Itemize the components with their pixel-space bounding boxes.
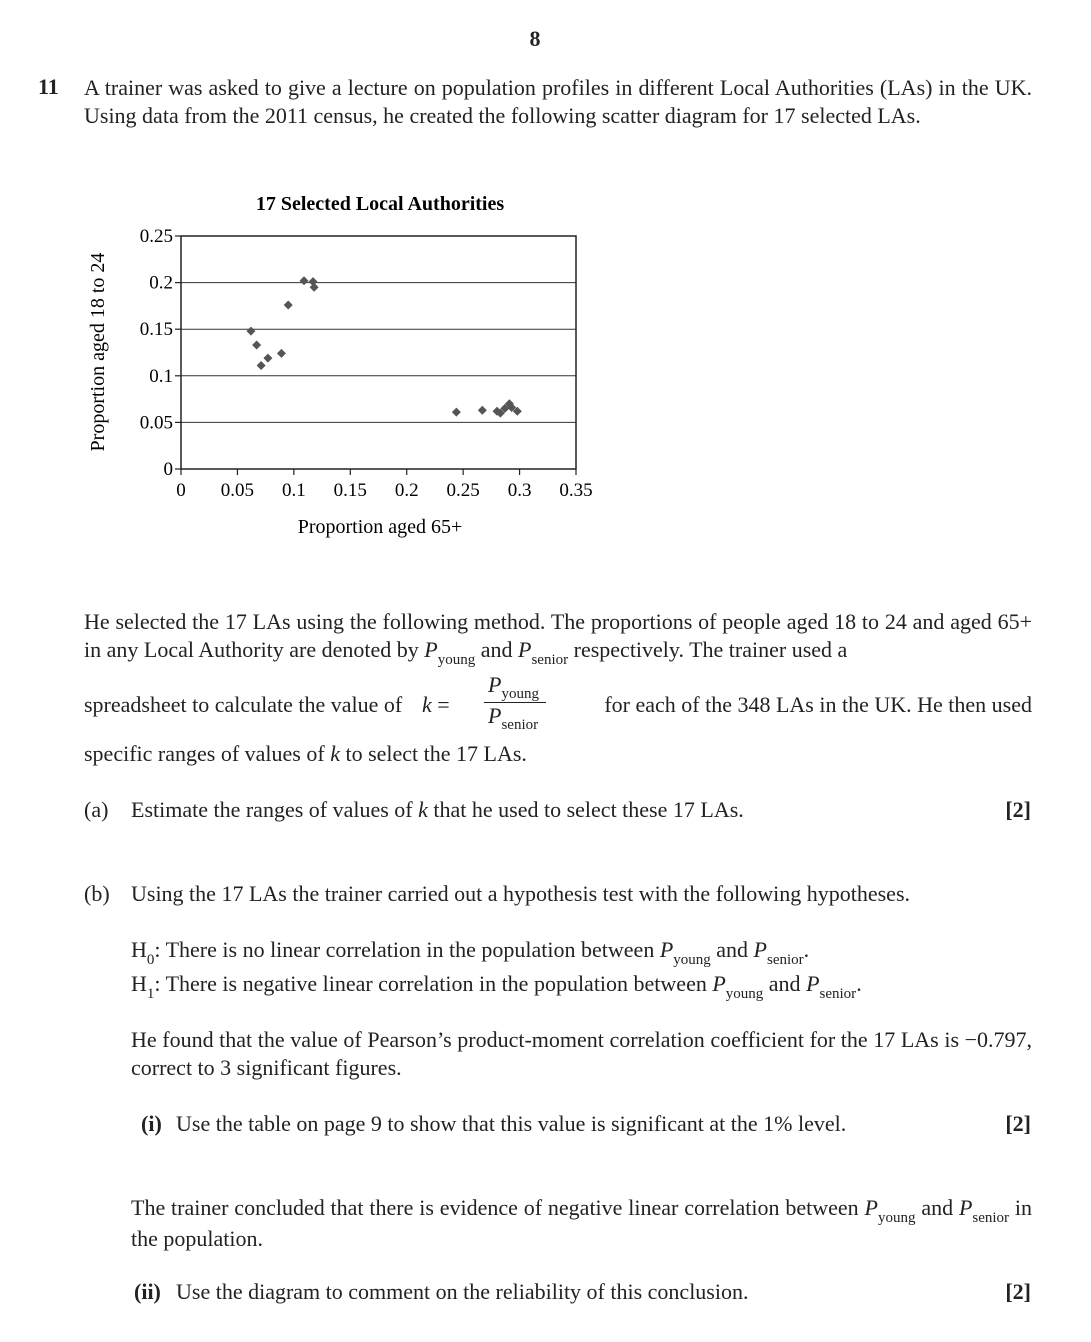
chart-title: 17 Selected Local Authorities xyxy=(255,193,505,215)
data-point xyxy=(263,354,272,363)
part-bi-label: (i) xyxy=(141,1111,162,1136)
specific-ranges-line: specific ranges of values of k to select the 17 LAs. xyxy=(84,741,527,766)
conclusion-paragraph: The trainer concluded that there is evidence of negative linear correlation between $P_{young}$ and $P_{senior}$ in the population. xyxy=(131,1195,1033,1251)
pmcc-paragraph: He found that the value of Pearson’s product-moment correlation coefficient for the 17 LAs is −0.797, correct to 3 significant figures. xyxy=(131,1027,1032,1080)
part-b-text: Using the 17 LAs the trainer carried out a hypothesis test with the following hypotheses. xyxy=(131,881,911,906)
data-point xyxy=(284,300,293,309)
x-tick-label: 0.25 xyxy=(446,480,480,501)
x-axis-label: Proportion aged 65+ xyxy=(297,516,463,538)
scatter-chart xyxy=(0,180,640,550)
y-tick-label: 0 xyxy=(163,459,173,480)
data-points xyxy=(246,276,521,417)
x-tick-label: 0.2 xyxy=(394,480,419,501)
y-tick-label: 0.2 xyxy=(149,272,173,294)
y-tick-label: 0.1 xyxy=(149,365,173,387)
method-paragraph: He selected the 17 LAs using the following method. The proportions of people aged 18 to 24 and aged 65+ in any Local Authority are denoted by $P_{young}$ and $P_{senior}$ respectively. The trainer used a xyxy=(84,609,1032,668)
question-number: 11 xyxy=(38,74,59,99)
part-bi-marks: [2] xyxy=(1005,1111,1031,1136)
hypothesis-h0: $H_0$: There is no linear correlation in the population between $P_{young}$ and $P_{senior}$. xyxy=(131,937,810,968)
x-tick-label: 0.05 xyxy=(220,480,255,501)
question-intro: A trainer was asked to give a lecture on population profiles in different Local Authorities (LAs) in the UK. Using data from the 2011 census, he created the following scatter diagram for 17 selected LAs. xyxy=(84,75,1032,128)
part-bii-label: (ii) xyxy=(134,1279,161,1304)
x-tick-labels xyxy=(176,469,592,501)
y-tick-label: 0.15 xyxy=(139,319,173,341)
part-bi-text: Use the table on page 9 to show that this value is significant at the 1% level. xyxy=(176,1111,847,1136)
part-b-label: (b) xyxy=(84,881,110,906)
hypothesis-h1: $H_1$: There is negative linear correlation in the population between $P_{young}$ and $P_{senior}$. xyxy=(131,971,862,1002)
k-definition-line: spreadsheet to calculate the value of k = $P_{young}$ $P_{senior}$ for each of the 348 LAs in the UK. He then used xyxy=(84,672,1032,733)
y-tick-labels xyxy=(140,226,181,480)
page-number: 8 xyxy=(529,26,541,51)
x-tick-label: 0.3 xyxy=(507,480,532,501)
part-bii-marks: [2] xyxy=(1005,1279,1031,1304)
data-point xyxy=(277,349,286,358)
y-tick-label: 0.05 xyxy=(139,412,173,434)
part-bii-text: Use the diagram to comment on the reliability of this conclusion. xyxy=(176,1279,749,1304)
y-gridlines xyxy=(181,283,576,423)
data-point xyxy=(257,361,266,370)
x-tick-label: 0 xyxy=(176,480,186,501)
x-tick-label: 0.35 xyxy=(559,480,593,501)
part-a-text: Estimate the ranges of values of k that he used to select these 17 LAs. xyxy=(131,797,744,822)
data-point xyxy=(452,408,461,417)
x-tick-label: 0.15 xyxy=(333,480,367,501)
y-axis-label: Proportion aged 18 to 24 xyxy=(87,252,109,452)
data-point xyxy=(246,327,255,336)
part-a-marks: [2] xyxy=(1005,797,1031,822)
y-tick-label: 0.25 xyxy=(139,226,173,247)
data-point xyxy=(300,276,309,285)
k-fraction: $P_{young}$ $P_{senior}$ xyxy=(484,672,546,729)
x-tick-label: 0.1 xyxy=(281,480,306,501)
part-a-label: (a) xyxy=(84,797,109,822)
data-point xyxy=(478,406,487,415)
plot-area-frame xyxy=(181,236,576,469)
data-point xyxy=(252,341,261,350)
